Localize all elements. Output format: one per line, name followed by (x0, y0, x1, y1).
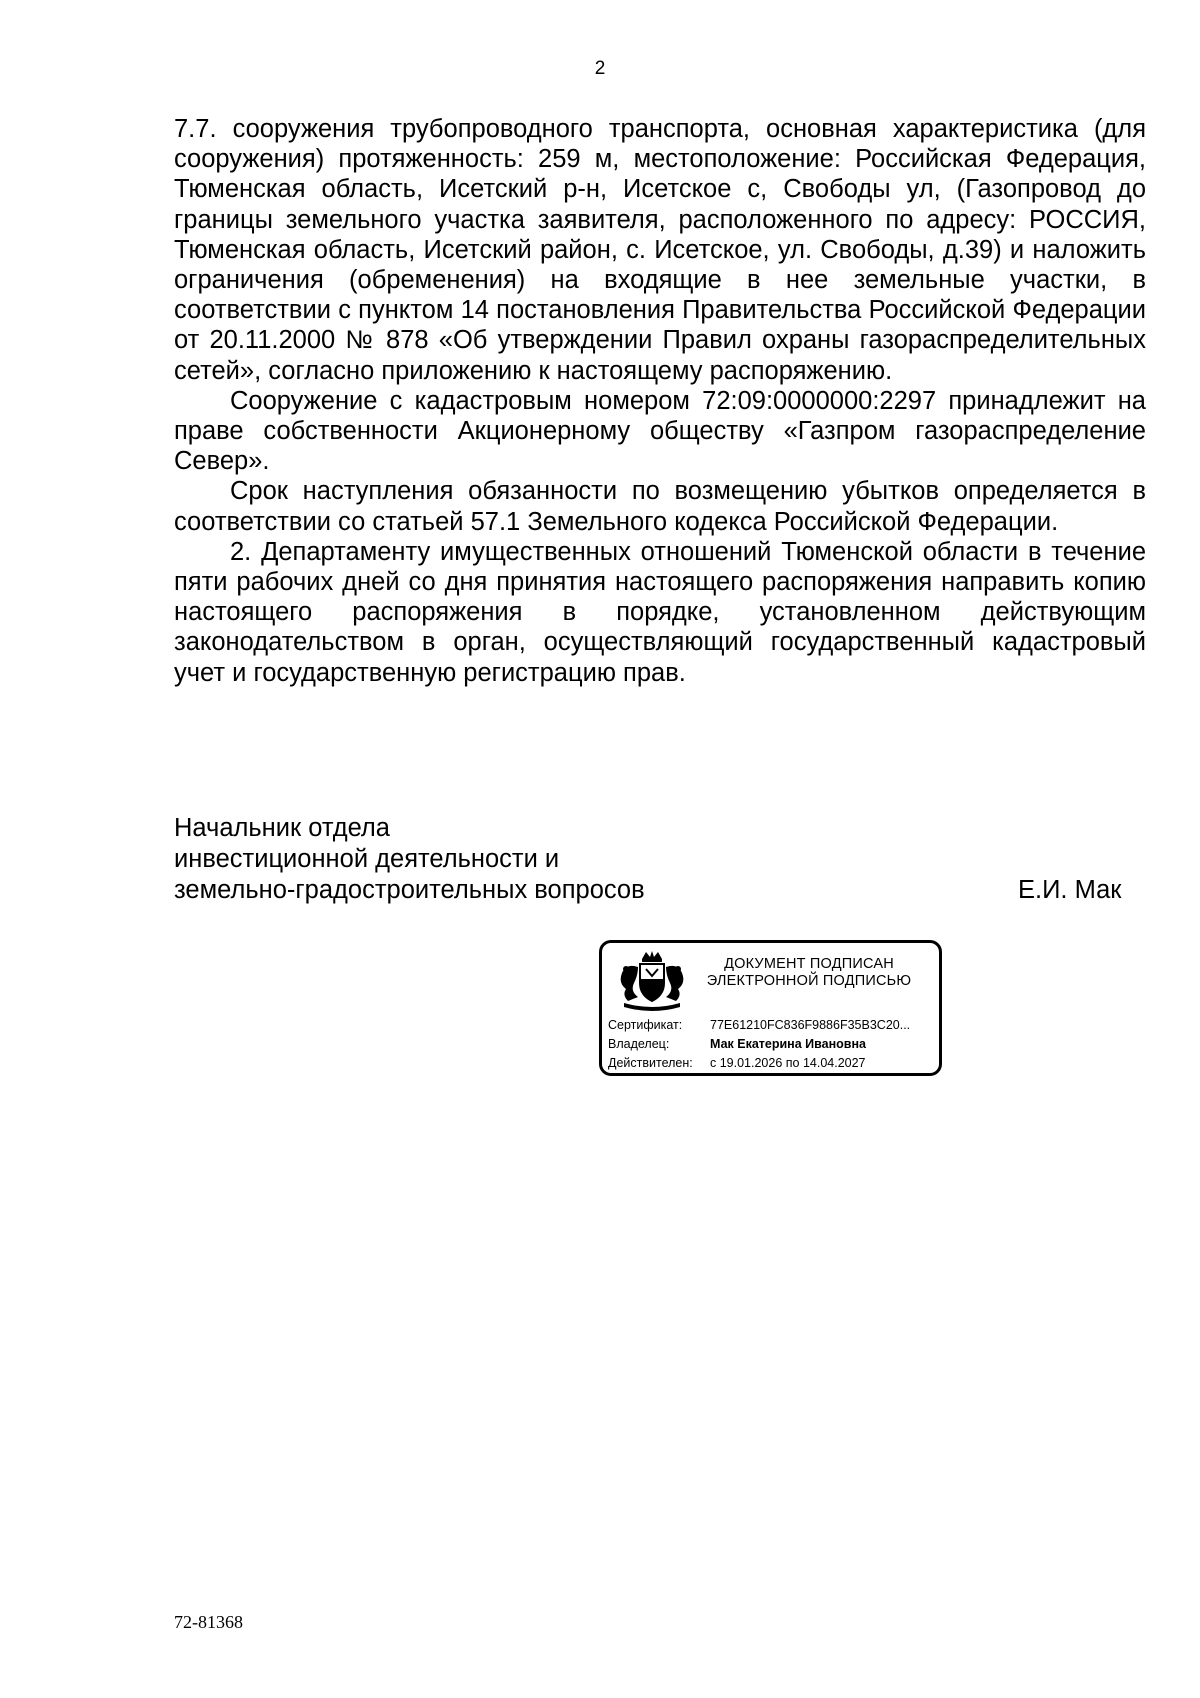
page-number: 2 (594, 58, 606, 79)
paragraph-item-7-7: 7.7. сооружения трубопроводного транспорта, основная характеристика (для сооружения) протяженность: 259 м, местоположение: Российская Федерация, Тюменская область, Исетский р-н, Исетское с, Свободы ул, (Газопровод до границы земельного участка заявителя, расположенного по адресу: РОССИЯ, Тюменская область, Исетский район, с. Исетское, ул. Свободы, д.39) и наложить ограничения (обременения) на входящие в нее земельные участки, в соответствии с пунктом 14 постановления Правительства Российской Федерации от 20.11.2000 № 878 «Об утверждении Правил охраны газораспределительных сетей», согласно приложению к настоящему распоряжению. (174, 115, 1146, 385)
stamp-owner-row (608, 1037, 866, 1051)
stamp-title-line: ЭЛЕКТРОННОЙ ПОДПИСЬЮ (706, 973, 912, 989)
stamp-title-line: ДОКУМЕНТ ПОДПИСАН (724, 956, 894, 972)
signer-position-line: Начальник отдела (174, 814, 390, 842)
stamp-certificate-label: Сертификат: (608, 1018, 683, 1032)
paragraph-item-2: 2. Департаменту имущественных отношений Тюменской области в течение пяти рабочих дней со дня принятия настоящего распоряжения направить копию настоящего распоряжения в порядке, установленном действующим законодательством в орган, осуществляющий государственный кадастровый учет и государственную регистрацию прав. (174, 537, 1146, 687)
stamp-title (694, 956, 924, 990)
stamp-certificate-row (608, 1018, 910, 1032)
stamp-valid-row (608, 1056, 866, 1070)
paragraph-compensation: Срок наступления обязанности по возмещению убытков определяется в соответствии со статьей 57.1 Земельного кодекса Российской Федерации. (174, 477, 1146, 536)
document-body (174, 114, 1146, 688)
signer-position (174, 813, 1154, 906)
signer-name: Е.И. Мак (1018, 876, 1122, 904)
document-registration-code: 72-81368 (174, 1612, 243, 1632)
stamp-owner-label: Владелец: (608, 1037, 670, 1051)
stamp-valid-value: с 19.01.2026 по 14.04.2027 (710, 1056, 866, 1070)
signer-position-line: инвестиционной деятельности и (174, 845, 560, 873)
paragraph-ownership: Сооружение с кадастровым номером 72:09:0000000:2297 принадлежит на праве собственности Акционерному обществу «Газпром газораспределение Север». (174, 386, 1146, 476)
stamp-owner-value: Мак Екатерина Ивановна (710, 1037, 866, 1051)
tyumen-coat-of-arms-icon (612, 949, 692, 1011)
electronic-signature-stamp (599, 940, 942, 1076)
signer-position-line: земельно-градостроительных вопросов (174, 876, 645, 904)
stamp-valid-label: Действителен: (608, 1056, 693, 1070)
stamp-certificate-value: 77E61210FC836F9886F35B3C20... (710, 1018, 911, 1032)
